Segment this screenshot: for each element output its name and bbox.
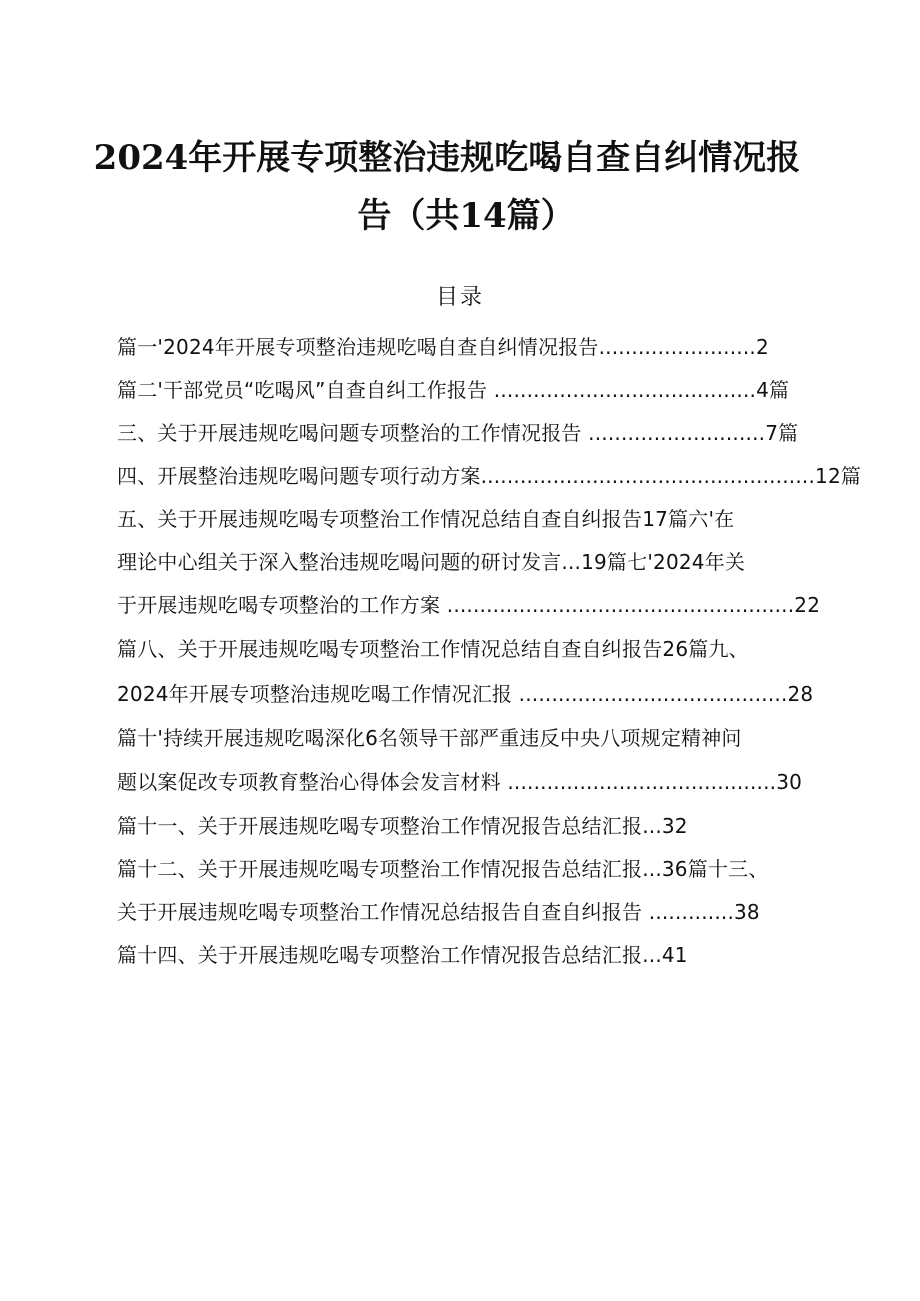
toc-line: 三、关于开展违规吃喝问题专项整治的工作情况报告 ...........................7篇 (117, 421, 799, 445)
document-title-line-2: 告（共14篇） (357, 196, 575, 236)
toc-line: 篇二'干部党员“吃喝风”自查自纠工作报告 ........................................4篇 (117, 378, 790, 402)
toc-line: 篇八、关于开展违规吃喝专项整治工作情况总结自查自纠报告26篇九、 (117, 637, 749, 661)
toc-line: 题以案促改专项教育整治心得体会发言材料 .........................................30 (117, 770, 803, 794)
toc-line: 篇一'2024年开展专项整治违规吃喝自查自纠情况报告........................2 (117, 335, 769, 359)
toc-line: 篇十'持续开展违规吃喝深化6名领导干部严重违反中央八项规定精神问 (117, 726, 742, 750)
toc-line: 四、开展整治违规吃喝问题专项行动方案...................................................12篇 (117, 464, 862, 488)
toc-line: 理论中心组关于深入整治违规吃喝问题的研讨发言...19篇七'2024年关 (117, 550, 746, 574)
document-title-line-1: 2024年开展专项整治违规吃喝自查自纠情况报 (93, 138, 801, 178)
toc-heading: 目录 (435, 285, 484, 310)
toc-line: 2024年开展专项整治违规吃喝工作情况汇报 .........................................28 (117, 682, 814, 706)
toc-line: 篇十一、关于开展违规吃喝专项整治工作情况报告总结汇报...32 (117, 814, 688, 838)
toc-line: 五、关于开展违规吃喝专项整治工作情况总结自查自纠报告17篇六'在 (117, 507, 735, 531)
toc-line: 篇十四、关于开展违规吃喝专项整治工作情况报告总结汇报...41 (117, 943, 688, 967)
toc-line: 篇十二、关于开展违规吃喝专项整治工作情况报告总结汇报...36篇十三、 (117, 857, 769, 881)
toc-line: 于开展违规吃喝专项整治的工作方案 .....................................................22 (117, 593, 821, 617)
toc-line: 关于开展违规吃喝专项整治工作情况总结报告自查自纠报告 .............38 (117, 900, 760, 924)
